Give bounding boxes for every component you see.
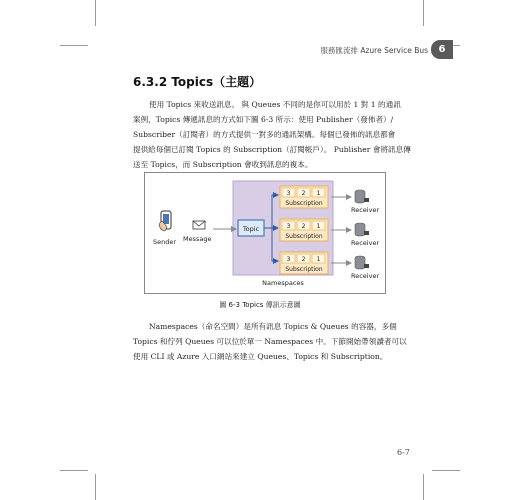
envelope-icon [193,221,205,229]
intro-paragraph [133,97,411,172]
paragraph-line: 使用 Topics 來收送訊息。 與 Queues 不同的是你可以用於 1 對 1 的通訊 [149,100,401,109]
paragraph-line: 送至 Topics，而 Subscription 會收到訊息的複本。 [133,160,313,169]
subscription-cell: 1 [316,223,321,230]
sender-label: Sender [153,238,177,246]
subscription-cell: 3 [286,256,291,263]
subscription-cell: 1 [316,190,321,197]
running-header-title: 服務匯流排 Azure Service Bus [320,46,428,55]
subscription-cell: 3 [286,223,291,230]
chapter-number-tab: 6 [431,40,453,59]
crop-mark [60,470,88,471]
crop-mark [60,45,88,46]
page-number: 6-7 [397,448,410,457]
paragraph-line: Subscriber（訂閱者）的方式提供一對多的通訊架構。每個已發佈的訊息都會 [133,130,396,139]
sender-phone-icon [159,211,171,231]
subscription-cell: 2 [301,256,306,263]
subscription-cell: 2 [301,190,306,197]
receiver-label: Receiver [351,272,380,280]
receiver-label: Receiver [351,239,380,247]
subscription-label: Subscription [285,266,323,273]
subscription-3 [280,252,328,274]
crop-mark [432,470,460,471]
receiver-database-icon [355,223,369,236]
message-label: Message [183,235,212,243]
subscription-1 [280,186,328,208]
paragraph-line: Topics 和佇列 Queues 可以位於單一 Namespaces 中。下節開始帶領讀者可以 [133,337,407,346]
subscription-cell: 2 [301,223,306,230]
subscription-label: Subscription [285,233,323,240]
subscription-2 [280,219,328,241]
crop-mark [423,474,424,500]
diagram-svg [145,173,385,293]
subscription-label: Subscription [285,200,323,207]
figure-caption: 圖 6-3 Topics 傳訊示意圖 [219,301,301,309]
paragraph-line: 使用 CLI 或 Azure 入口網站來建立 Queues、Topics 和 Subscription。 [133,352,388,361]
receiver-database-icon [355,256,369,269]
crop-mark [95,0,96,26]
paragraph-line: 案例，Topics 傳遞訊息的方式如下圖 6-3 所示：使用 Publisher（發佈者）/ [133,115,394,124]
paragraph-line: 提供給每個已訂閱 Topics 的 Subscription（訂閱帳戶）。 Publisher 會將訊息傳 [133,145,411,154]
receiver-database-icon [355,190,369,203]
section-heading: 6.3.2 Topics（主題） [133,75,262,89]
subscription-cell: 3 [286,190,291,197]
receiver-label: Receiver [351,206,380,214]
crop-mark [95,474,96,500]
topics-diagram [144,172,386,294]
paragraph-line: Namespaces（命名空間）是所有訊息 Topics & Queues 的容器，多個 [149,322,397,331]
subscription-cell: 1 [316,256,321,263]
topic-label: Topic [242,225,260,233]
crop-mark [423,0,424,26]
namespaces-label: Namespaces [262,279,304,287]
namespaces-paragraph [133,319,407,364]
